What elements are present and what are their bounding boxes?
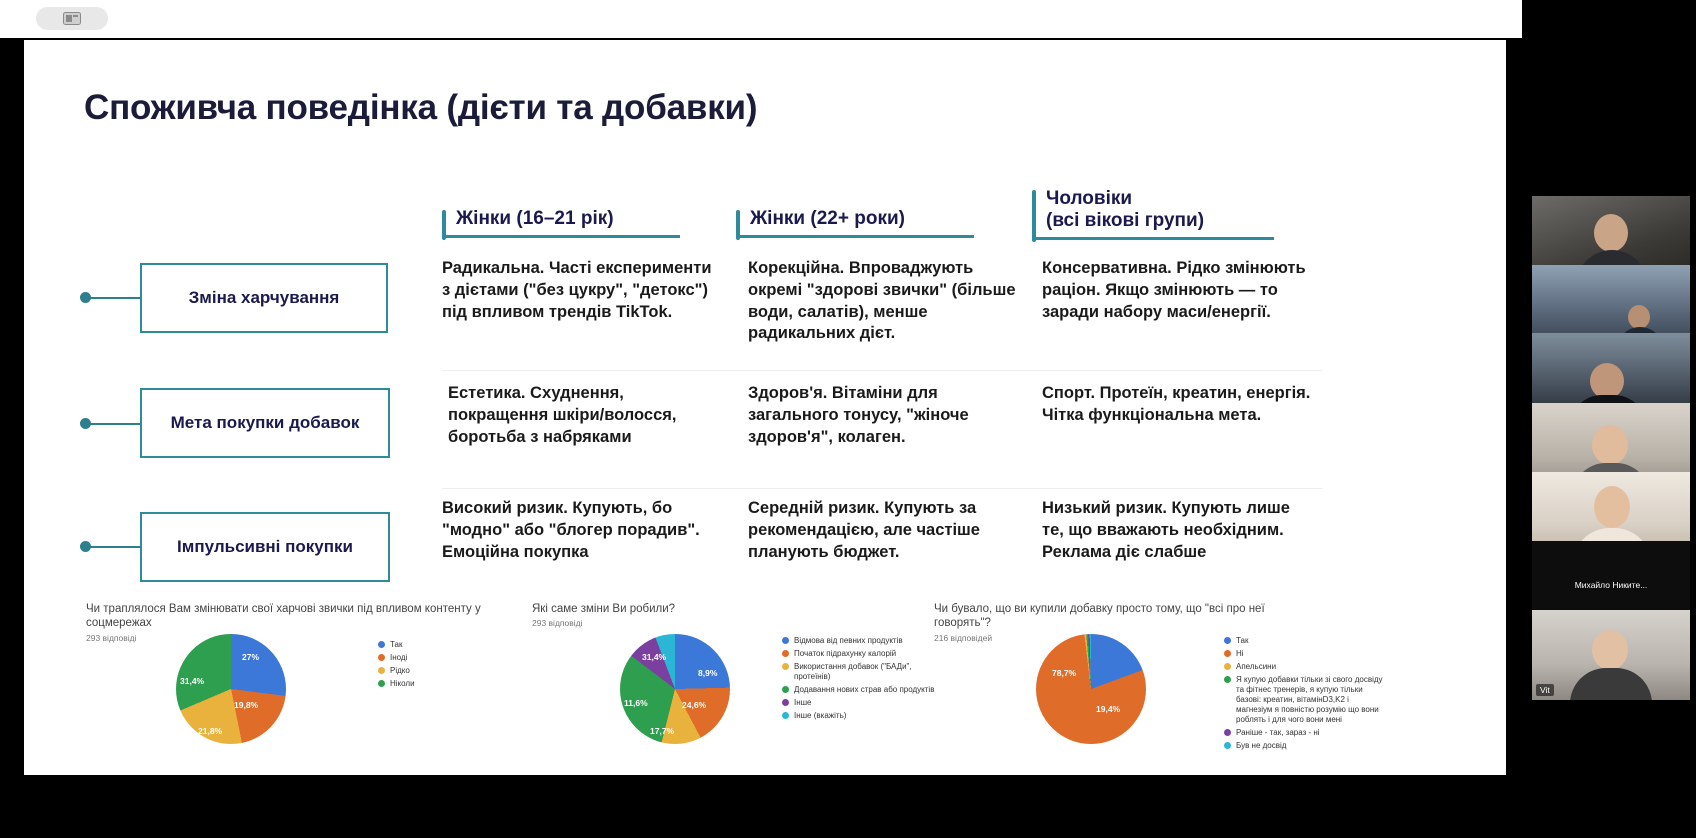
legend-label: Був не досвід (1236, 741, 1287, 750)
legend-label: Так (1236, 636, 1249, 645)
pie-label-2-2: 11,6% (624, 698, 648, 708)
legend-swatch (1224, 742, 1231, 749)
legend-label: Я купую добавки тільки зі свого досвіду та фітнес тренерів, я купую тільки базові: креатин, вітамінD3,K2 і магнезіум я повністю розумію що вони роблять і для чого вони мені (1236, 675, 1383, 724)
chart-legend-1 (378, 640, 415, 692)
legend-label: Раніше - так, зараз - ні (1236, 728, 1320, 737)
legend-label: Інше (вкажіть) (794, 711, 847, 720)
column-header-men: Чоловіки (всі вікові групи) (1032, 188, 1282, 240)
cell-diet-change-men: Консервативна. Рідко змінюють раціон. Якщо змінюють — то заради набору маси/енергії. (1042, 259, 1306, 321)
chart-subtitle-2: 293 відповіді (532, 618, 583, 629)
browser-tab-icon (63, 12, 81, 25)
legend-swatch (1224, 650, 1231, 657)
pie-label-3-1: 78,7% (1052, 668, 1077, 678)
shared-window-topbar (0, 0, 1522, 38)
row-label-supplement-goal: Мета покупки добавок (140, 388, 390, 458)
legend-swatch (378, 641, 385, 648)
cell-impulse-men: Низький ризик. Купують лише те, що вважають необхідним. Реклама діє слабше (1042, 499, 1290, 561)
pie-label-2-1: 17,7% (650, 726, 675, 736)
cell-supplement-goal-men: Спорт. Протеїн, креатин, енергія. Чітка функціональна мета. (1042, 384, 1311, 424)
legend-swatch (1224, 637, 1231, 644)
pie-chart-2 (620, 634, 730, 744)
pie-label-2-0: 24,6% (682, 700, 707, 710)
pie-label-1-2: 21,8% (198, 726, 223, 736)
pie-label-1-3: 31,4% (180, 676, 205, 686)
legend-label: Ні (1236, 649, 1244, 658)
legend-swatch (1224, 676, 1231, 683)
chart-title-1: Чи траплялося Вам змінювати свої харчові звички під впливом контенту у соцмережах (86, 603, 481, 630)
legend-swatch (782, 699, 789, 706)
legend-swatch (1224, 729, 1231, 736)
chart-subtitle-3: 216 відповідей (934, 632, 993, 643)
legend-label: Так (390, 640, 403, 649)
pie-label-1-0: 27% (242, 652, 260, 662)
legend-swatch (782, 650, 789, 657)
legend-swatch (378, 680, 385, 687)
cell-supplement-goal-women16: Естетика. Схуднення, покращення шкіри/волосся, боротьба з набряками (448, 384, 677, 446)
legend-swatch (782, 663, 789, 670)
pie-chart-1 (176, 634, 286, 744)
legend-label: Рідко (390, 666, 410, 675)
pie-label-1-1: 19,8% (234, 700, 259, 710)
chart-legend-3 (1224, 636, 1386, 754)
row-connector-line (90, 546, 142, 548)
row-connector-line (90, 297, 142, 299)
participant-tile-6[interactable] (1532, 610, 1690, 700)
legend-label: Додавання нових страв або продуктів (794, 685, 935, 694)
chart-title-2: Які саме зміни Ви робили? (532, 603, 676, 615)
legend-swatch (782, 712, 789, 719)
participant-name: Михайло Никите... (1574, 580, 1648, 590)
legend-label: Початок підрахунку калорій (794, 649, 897, 658)
cell-impulse-women16: Високий ризик. Купують, бо "модно" або "блогер порадив". Емоційна покупка (442, 499, 700, 561)
legend-label: Інше (794, 698, 812, 707)
column-header-women-16-21: Жінки (16–21 рік) (442, 208, 614, 238)
legend-swatch (782, 637, 789, 644)
cell-diet-change-women22: Корекційна. Впроваджують окремі "здорові звички" (більше води, салатів), менше радикальних дієт. (748, 259, 1016, 343)
legend-label: Апельсини (1236, 662, 1277, 671)
pie-label-2-4: 8,9% (698, 668, 718, 678)
participant-rail (1522, 0, 1696, 838)
chart-block-1 (86, 602, 506, 736)
row-separator (442, 488, 1322, 489)
pie-chart-3 (1036, 634, 1146, 744)
legend-swatch (782, 686, 789, 693)
cell-supplement-goal-women22: Здоров'я. Вітаміни для загального тонусу, "жіноче здоров'я", колаген. (748, 384, 969, 446)
row-separator (442, 370, 1322, 371)
row-connector-line (90, 423, 142, 425)
legend-label: Ніколи (390, 679, 415, 688)
charts-strip (24, 602, 1506, 775)
legend-label: Відмова від певних продуктів (794, 636, 903, 645)
slide-title: Споживча поведінка (дієти та добавки) (84, 88, 758, 127)
cell-impulse-women22: Середній ризик. Купують за рекомендацією, але частіше планують бюджет. (748, 499, 980, 561)
chart-title-3: Чи бувало, що ви купили добавку просто тому, що "всі про неї говорять"? (934, 603, 1265, 630)
chart-block-2 (532, 602, 952, 736)
participant-name: Vit (1536, 684, 1554, 696)
chart-block-3 (934, 602, 1454, 750)
cell-diet-change-women16: Радикальна. Часті експерименти з дієтами ("без цукру", "детокс") під впливом трендів TikTok. (442, 259, 712, 321)
pie-label-2-3: 31,4% (642, 652, 667, 662)
chart-legend-2 (782, 636, 944, 724)
legend-swatch (378, 654, 385, 661)
pie-label-3-0: 19,4% (1096, 704, 1121, 714)
browser-tab-pill[interactable] (36, 7, 108, 30)
legend-label: Використання добавок ("БАДи", протеїнів) (794, 662, 912, 681)
left-black-bar (0, 38, 24, 778)
presentation-slide (24, 40, 1506, 775)
legend-swatch (1224, 663, 1231, 670)
participant-video (1532, 610, 1690, 700)
legend-swatch (378, 667, 385, 674)
column-header-women-22plus: Жінки (22+ роки) (736, 208, 905, 238)
row-label-diet-change: Зміна харчування (140, 263, 388, 333)
chart-subtitle-1: 293 відповіді (86, 632, 137, 643)
row-label-impulse-buying: Імпульсивні покупки (140, 512, 390, 582)
legend-label: Іноді (390, 653, 408, 662)
